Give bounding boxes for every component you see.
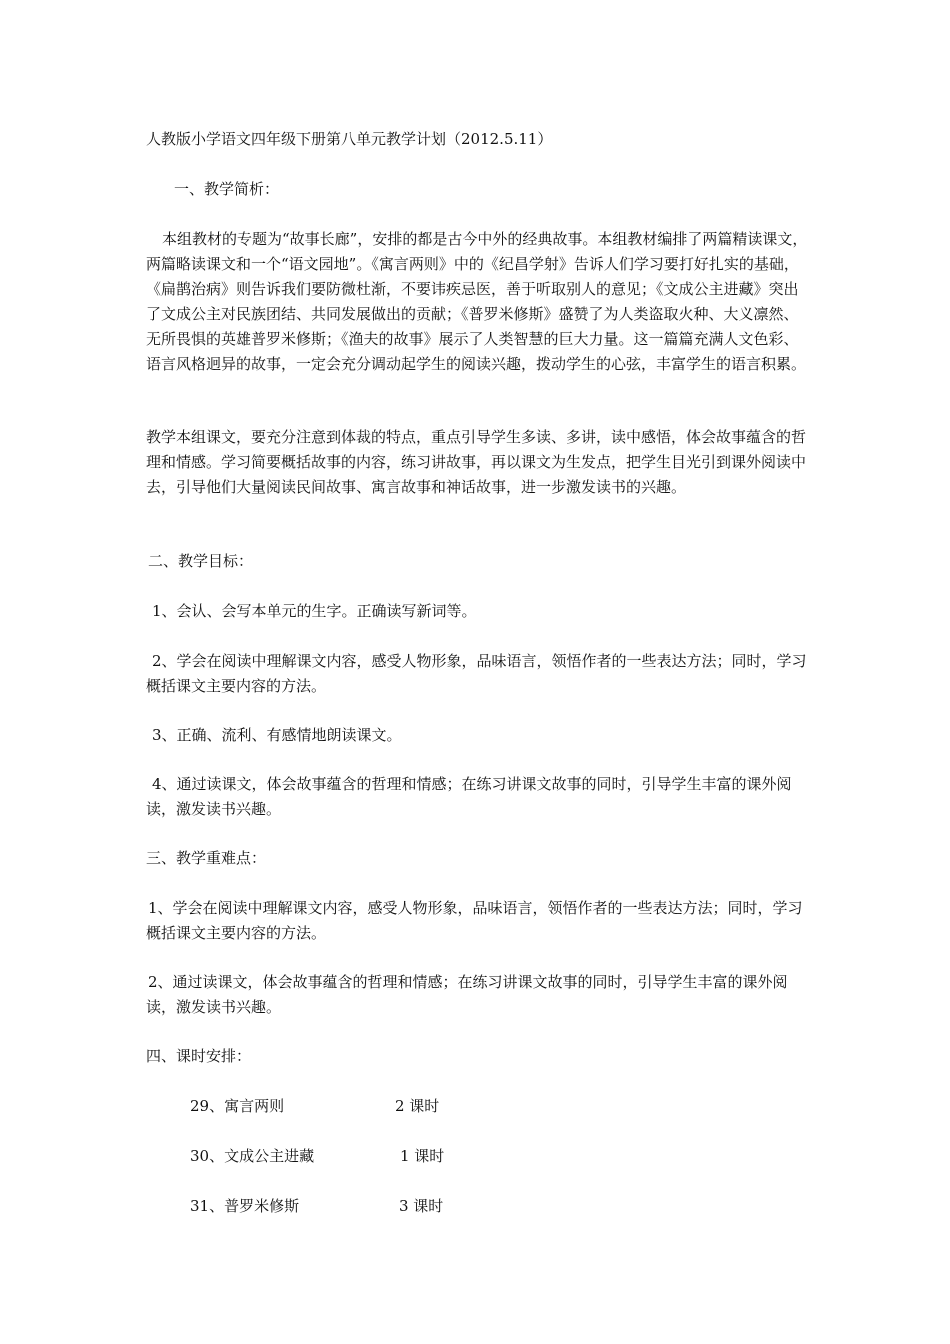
section-heading-analysis: 一、教学简析： (174, 180, 280, 198)
schedule-hours: 2 课时 (395, 1097, 440, 1115)
analysis-paragraph-1: 本组教材的专题为“故事长廊”，安排的都是古今中外的经典故事。本组教材编排了两篇精读课文，两篇略读课文和一个“语文园地”。《寓言两则》中的《纪昌学射》告诉人们学习要打好扎实的基础，《扁鹊治病》则告诉我们要防微杜渐，不要讳疾忌医，善于听取别人的意见；《文成公主进藏》突出了文成公主对民族团结、共同发展做出的贡献；《普罗米修斯》盛赞了为人类盗取火种、大义凛然、无所畏惧的英雄普罗米修斯；《渔夫的故事》展示了人类智慧的巨大力量。这一篇篇充满人文色彩、语言风格迥异的故事，一定会充分调动起学生的阅读兴趣，拨动学生的心弦，丰富学生的语言积累。 (146, 230, 808, 373)
schedule-lesson: 29、寓言两则 (190, 1097, 285, 1115)
document-title: 人教版小学语文四年级下册第八单元教学计划（2012.5.11） (146, 130, 553, 148)
schedule-hours: 1 课时 (400, 1147, 445, 1165)
section-heading-key-points: 三、教学重难点： (146, 849, 267, 867)
goal-item-2: 2、学会在阅读中理解课文内容，感受人物形象，品味语言，领悟作者的一些表达方法；同时，学习概括课文主要内容的方法。 (146, 652, 807, 695)
goal-item-3: 3、正确、流利、有感情地朗读课文。 (152, 726, 402, 744)
key-point-item-1: 1、学会在阅读中理解课文内容，感受人物形象，品味语言，领悟作者的一些表达方法；同时，学习概括课文主要内容的方法。 (146, 899, 803, 942)
section-heading-schedule: 四、课时安排： (146, 1047, 252, 1065)
section-heading-goals: 二、教学目标： (148, 552, 254, 570)
schedule-lesson: 31、普罗米修斯 (190, 1197, 300, 1215)
schedule-row (190, 1144, 445, 1169)
schedule-hours: 3 课时 (399, 1197, 444, 1215)
schedule-row (190, 1094, 440, 1119)
goal-item-1: 1、会认、会写本单元的生字。正确读写新词等。 (152, 602, 477, 620)
key-point-item-2: 2、通过读课文，体会故事蕴含的哲理和情感；在练习讲课文故事的同时，引导学生丰富的课外阅读，激发读书兴趣。 (146, 973, 788, 1016)
schedule-lesson: 30、文成公主进藏 (190, 1147, 315, 1165)
analysis-paragraph-2: 教学本组课文，要充分注意到体裁的特点，重点引导学生多读、多讲，读中感悟，体会故事蕴含的哲理和情感。学习简要概括故事的内容，练习讲故事，再以课文为生发点，把学生目光引到课外阅读中去，引导他们大量阅读民间故事、寓言故事和神话故事，进一步激发读书的兴趣。 (146, 428, 807, 496)
goal-item-4: 4、通过读课文，体会故事蕴含的哲理和情感；在练习讲课文故事的同时，引导学生丰富的课外阅读，激发读书兴趣。 (146, 775, 792, 818)
schedule-row (190, 1194, 444, 1219)
